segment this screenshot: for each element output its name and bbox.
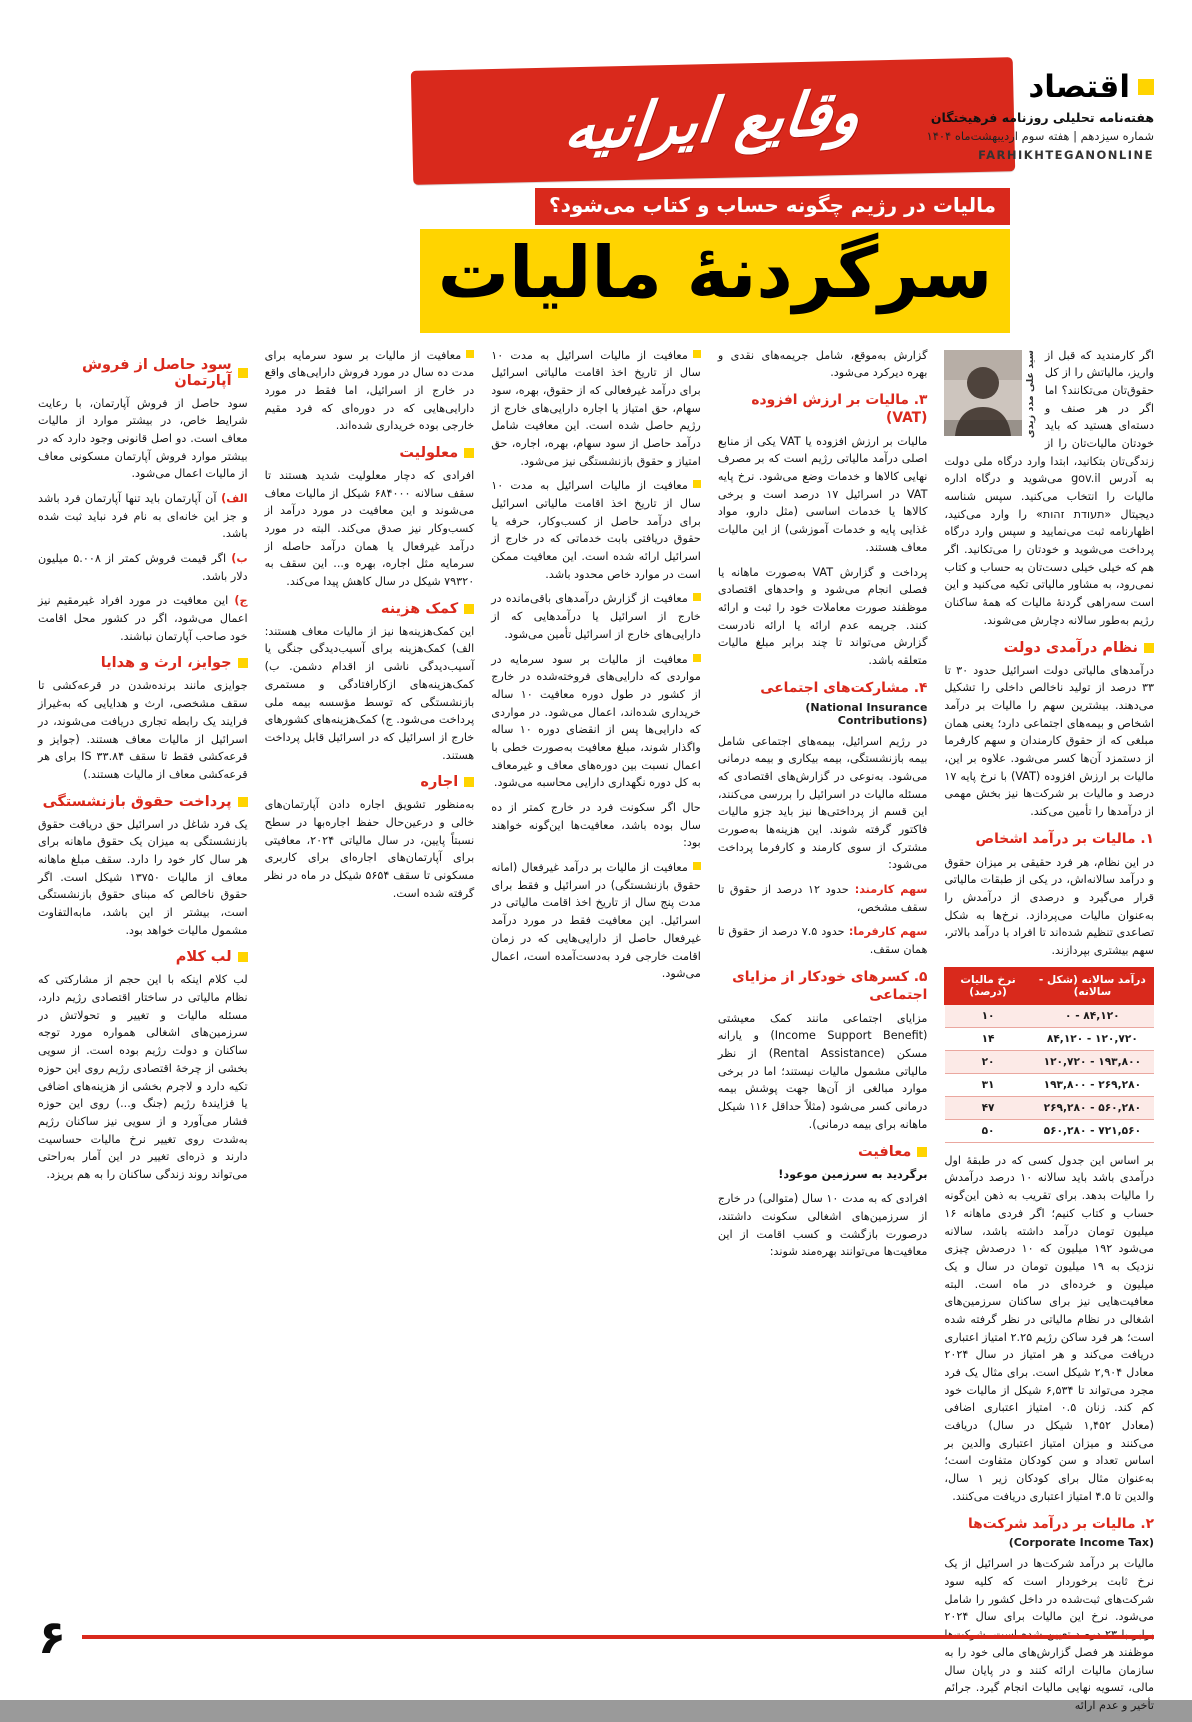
body-paragraph: درآمدهای مالیاتی دولت اسرائیل حدود ۳۰ تا ۳۳ درصد از تولید ناخالص داخلی را تشکیل می‌دهند. بیشترین سهم را مالیات بر درآمد اشخاص و بیمه‌های اجتماعی دارد؛ یعنی همان مبلغی که از حقوق کارمندان و سهم کارفرما از دستمزد آن‌ها کسر می‌شود. علاوه بر این، مالیات بر ارزش افزوده (VAT) با نرخ پایه ۱۷ درصد و مالیات بر شرکت‌ها نیز بخش مهمی از درآمدها را تأمین می‌کند. xyxy=(944,663,1154,819)
tax-rate-cell: ۵۰ xyxy=(945,1119,1031,1142)
section-title: اقتصاد xyxy=(1028,69,1130,105)
body-paragraph: مالیات بر ارزش افزوده یا VAT یکی از منابع اصلی درآمد مالیاتی رژیم است که بر مصرف نهایی کالاها و خدمات وضع می‌شود. نرخ پایه VAT در اسرائیل ۱۷ درصد است و برخی کالاها یا خدمات اساسی (مثل دارو، مواد غذایی پایه و خدمات آموزشی) از این مالیات معاف هستند. xyxy=(717,434,928,554)
section-badge-square-icon xyxy=(1138,79,1154,95)
section-heading-label: پرداخت حقوق بازنشستگی xyxy=(42,793,232,810)
author-photo-block xyxy=(944,350,1036,438)
tax-table-row xyxy=(945,1096,1154,1119)
emphasis-paragraph: برگردید به سرزمین موعود! xyxy=(778,1167,928,1181)
article-column xyxy=(491,347,701,1722)
tax-table-row xyxy=(945,1004,1154,1027)
income-range-cell: ۱۹۳,۸۰۰ - ۱۲۰,۷۲۰ xyxy=(1031,1050,1153,1073)
tax-rate-cell: ۱۴ xyxy=(945,1027,1031,1050)
bullet-square-icon xyxy=(693,480,701,488)
article-column xyxy=(944,347,1154,1722)
numbered-section-heading: ۵. کسرهای خودکار از مزایای اجتماعی xyxy=(732,968,928,1003)
section-heading-label: معافیت xyxy=(858,1143,912,1160)
item-label: سهم کارمند: xyxy=(848,883,928,897)
heading-square-icon xyxy=(238,368,248,378)
income-range-cell: ۲۶۹,۲۸۰ - ۱۹۳,۸۰۰ xyxy=(1031,1073,1153,1096)
heading-square-icon xyxy=(238,952,248,962)
section-heading xyxy=(38,357,248,389)
numbered-section-heading: ۳. مالیات بر ارزش افزوده (VAT) xyxy=(751,391,928,426)
website-name: FARHIKHTEGANONLINE xyxy=(978,148,1154,163)
section-heading-latin: (National Insurance Contributions) xyxy=(805,700,928,727)
body-paragraph: افرادی که به مدت ۱۰ سال (متوالی) در خارج از سرزمین‌های اشغالی سکونت داشتند، درصورت بازگشت و کسب اقامت از این معافیت‌ها می‌توانند بهره‌مند شوند: xyxy=(717,1192,928,1259)
income-range-cell: ۸۴,۱۲۰ - ۰ xyxy=(1031,1004,1153,1027)
body-paragraph: پرداخت و گزارش VAT به‌صورت ماهانه یا فصلی انجام می‌شود و واحدهای اقتصادی موظفند صورت معاملات خود را ثبت و ارائه کنند. جریمه عدم ارائه یا ارائه نادرست گزارش می‌تواند تا چند برابر مبلغ مالیات متعلقه باشد. xyxy=(717,565,928,667)
tax-table-row xyxy=(945,1073,1154,1096)
author-photo xyxy=(944,350,1022,436)
section-heading-latin: (Corporate Income Tax) xyxy=(1008,1536,1154,1550)
body-paragraph: در رژیم اسرائیل، بیمه‌های اجتماعی شامل بیمه بازنشستگی، بیمه بیکاری و بیمه درمانی می‌شود. به‌نوعی در گزارش‌های اقتصادی که مسئله مالیات در اسرائیل را بررسی می‌کنند، این قسم از پرداختی‌ها نیز باید جزو مالیات فاکتور گرفته شوند. این هزینه‌ها به‌صورت مشترک از سوی کارمند و کارفرما پرداخت می‌شود: xyxy=(717,734,928,872)
income-range-cell: ۷۲۱,۵۶۰ - ۵۶۰,۲۸۰ xyxy=(1031,1119,1153,1142)
labeled-paragraph: ب) اگر قیمت فروش کمتر از ۵.۰۰۸ میلیون دلار باشد. xyxy=(38,552,248,583)
item-label: سهم کارفرما: xyxy=(844,925,928,939)
income-range-cell: ۵۶۰,۲۸۰ - ۲۶۹,۲۸۰ xyxy=(1031,1096,1153,1119)
bullet-square-icon xyxy=(693,350,701,358)
labeled-paragraph: ج) این معافیت در مورد افراد غیرمقیم نیز اعمال می‌شود، اگر در کشور محل اقامت خود صاحب آپارتمان نباشند. xyxy=(38,594,248,643)
issue-line: شماره سیزدهم | هفته سوم اردیبهشت‌ماه ۱۴۰۴ xyxy=(926,129,1154,144)
heading-square-icon xyxy=(238,658,248,668)
section-heading-label: لب کلام xyxy=(175,949,232,966)
bullet-item: معافیت از مالیات بر سود سرمایه برای مدت ده سال در مورد فروش دارایی‌های واقع در خارج از اسرائیل، اما فقط در مورد دارایی‌هایی که در دوره‌ای که فرد مقیم خارجی بوده خریداری شده‌اند. xyxy=(264,348,475,433)
section-heading xyxy=(265,774,475,790)
tax-table-row xyxy=(945,1119,1154,1142)
numbered-section-heading: ۱. مالیات بر درآمد اشخاص xyxy=(975,830,1154,847)
heading-square-icon xyxy=(238,797,248,807)
section-heading-label: معلولیت xyxy=(399,444,459,461)
body-paragraph: یک فرد شاغل در اسرائیل حق دریافت حقوق بازنشستگی به میزان یک حقوق ماهانه برای هر سال کار خود را دارد. سقف مبلغ ماهانه معاف از مالیات ۱۳۷۵۰ شیکل است. اگر حقوق ناخالص که مبنای حقوق بازنشستگی است، بیشتر از این باشد، مابه‌التفاوت مشمول مالیات خواهد بود. xyxy=(38,817,248,937)
body-paragraph: جوایزی مانند برنده‌شدن در قرعه‌کشی تا سقف مشخصی، ارث و هدایایی که به‌غیراز فرایند یک رابطه تجاری دریافت می‌شوند، در اسرائیل از مالیات معاف هستند. (جوایز و قرعه‌کشی فقط تا سقف ۳۳.۸۴ IS برای هر قرعه‌کشی معاف از مالیات هستند.) xyxy=(38,679,248,781)
tax-rate-cell: ۴۷ xyxy=(945,1096,1031,1119)
section-header xyxy=(824,70,1154,162)
section-heading xyxy=(38,794,248,810)
heading-square-icon xyxy=(464,604,474,614)
section-heading xyxy=(265,601,475,617)
body-paragraph: افرادی که دچار معلولیت شدید هستند تا سقف سالانه ۶۸۴۰۰۰ شیکل از مالیات معاف می‌شوند و این معافیت در مورد درآمد از کسب‌وکار نیز صدق می‌کند. البته در مورد درآمد غیرفعال یا همان درآمد حاصله از سرمایه مثل اجاره، بهره و... این سقف به ۷۹۳۲۰ شیکل در سال کاهش پیدا می‌کند. xyxy=(264,468,475,589)
page-number: ۶ xyxy=(38,1610,67,1664)
section-heading xyxy=(265,445,475,461)
page-footer xyxy=(38,1610,1154,1664)
labeled-paragraph: سهم کارمند: حدود ۱۲ درصد از حقوق تا سقف مشخص، xyxy=(717,883,928,914)
bullet-square-icon xyxy=(693,862,701,870)
bullet-square-icon xyxy=(466,350,474,358)
body-paragraph: این کمک‌هزینه‌ها نیز از مالیات معاف هستند: الف) کمک‌هزینه برای آسیب‌دیدگی جنگی یا آسیب‌دیدگی ناشی از اقدام دشمن. ب) کمک‌هزینه‌های ازکارافتادگی و مستمری بازنشستگی که توسط مؤسسه بیمه ملی پرداخت می‌شود. ج) کمک‌هزینه‌های کشورهای خارج از اسرائیل که در اسرائیل قابل پرداخت هستند. xyxy=(264,624,475,762)
bullet-item: معافیت از مالیات بر سود سرمایه در مواردی که دارایی‌های فروخته‌شده در خارج از کشور در طول دوره معافیت ۱۰ ساله خریداری شده‌اند، اعمال می‌شود. در مواردی که دارایی‌ها پس از انقضای دوره ۱۰ ساله واگذار شوند، مبلغ معافیت به‌صورت خطی با اعمال نسبت بین دوره‌های معاف و غیرمعاف به کل دوره نگهداری دارایی محاسبه می‌شود. xyxy=(491,652,701,790)
item-label: ج) xyxy=(228,594,248,608)
section-heading-label: اجاره xyxy=(420,774,459,791)
body-paragraph: مالیات بر درآمد شرکت‌ها در اسرائیل از یک نرخ ثابت برخوردار است که کلیه سود شرکت‌های ثبت‌شده در داخل کشور را شامل می‌شود. نرخ این مالیات برای سال ۲۰۲۴ موظفند هر فصل گزارش‌های مالی خود را به سازمان مالیات ارائه کنند و در پایان سال مالی، تسویه نهایی مالیات انجام گیرد. جرائم تأخیر و عدم ارائه xyxy=(944,1557,1154,1712)
body-paragraph: لب کلام اینکه با این حجم از مشارکتی که نظام مالیاتی در ساختار اقتصادی رژیم دارد، مسئله مالیات و تغییر و تحولاتش در سرزمین‌های اشغالی همواره مورد توجه ساکنان و دولت رژیم بوده است. از سویی بخشی از چرخهٔ اقتصادی رژیم روی این حوزه تکیه دارد و لاجرم بخشی از هزینه‌های اضافی یا فزایندهٔ رژیم (جنگ و...) روی این حوزه فشار می‌آورد و از سویی نیز ساکنان رژیم به‌شدت روی تغییر نرخ مالیات حساسیت دارند و ذره‌ای تغییر در این آمار به‌راحتی می‌تواند روند زندگی ساکنان را به هم بریزد. xyxy=(38,973,248,1181)
tax-table-header-row xyxy=(945,967,1154,1004)
article-column xyxy=(38,347,248,1722)
item-label: ب) xyxy=(226,552,248,566)
article-column xyxy=(718,347,928,1722)
section-heading-label: کمک هزینه xyxy=(380,600,459,617)
body-paragraph: در این نظام، هر فرد حقیقی بر میزان حقوق و درآمد سالانه‌اش، در یکی از طبقات مالیاتی قرار می‌گیرد و درصدی از درآمدش را به‌عنوان مالیات می‌پردازد. نرخ‌ها به شکل تصاعدی تنظیم شده‌اند تا افراد با درآمد بالاتر، سهم بیشتری بپردازند. xyxy=(944,855,1154,958)
section-heading-label: جوایز، ارث و هدایا xyxy=(100,655,232,672)
income-range-cell: ۱۲۰,۷۲۰ - ۸۴,۱۲۰ xyxy=(1031,1027,1153,1050)
tax-table-row xyxy=(945,1050,1154,1073)
bullet-item: معافیت از مالیات اسرائیل به مدت ۱۰ سال از تاریخ اخذ اقامت مالیاتی اسرائیل برای درآمد حاصل از کسب‌وکار، حرفه یا حقوق دریافتی بابت خدماتی که در خارج از اسرائیل ارائه شده است. این معافیت ممکن است در موارد خاص محدود باشد. xyxy=(491,479,701,581)
brand-script-logo: وقایع ایرانیه xyxy=(561,77,865,165)
body-paragraph: سود حاصل از فروش آپارتمان، با رعایت شرایط خاص، در بیشتر موارد از مالیات معاف است. دو اصل قانونی وجود دارد که در بیشتر موارد فروش آپارتمان مسکونی معاف از مالیات اعمال می‌شود. xyxy=(38,396,248,481)
body-paragraph: گزارش به‌موقع، شامل جریمه‌های نقدی و بهره دیرکرد می‌شود. xyxy=(717,348,928,380)
lead-paragraph: سید علی مدد زیدی اگر کارمندید که قبل از واریز، مالیاتش را از کل حقوق‌تان می‌تکانند؟ اما اگر در هر صنف و دسته‌ای هستید که باید خودتان مالیات‌تان را از زندگی‌تان بتکانید، ابتدا وارد درگاه ملی دولت به آدرس gov.il می‌شوید و درگاه اداره مالیات را انتخاب می‌کنید. سپس شناسه دیجیتال «תעודת זהות» را وارد می‌کنید، اظهارنامه ثبت می‌نمایید و سپس وارد درگاه پرداخت می‌شوید و خودتان را می‌تکانید. اگر هم که خیلی خیلی دست‌تان به حساب و کتاب نمی‌رود، به مشاور مالیاتی تکیه می‌کنید و این است سه‌راهی گردنهٔ مالیات که همهٔ ساکنان رژیم به‌طور سالانه دچارش می‌شوند. xyxy=(944,348,1155,627)
section-heading-label: نظام درآمدی دولت xyxy=(1003,639,1138,656)
section-tagline: هفته‌نامه تحلیلی روزنامه فرهیختگان xyxy=(930,110,1154,126)
bullet-item: معافیت از گزارش درآمدهای باقی‌مانده در خارج از اسرائیل یا درآمدهایی که از دارایی‌های خارج از اسرائیل تأمین می‌شود. xyxy=(491,592,701,641)
section-heading-label: سود حاصل از فروش آپارتمان xyxy=(81,356,232,389)
heading-square-icon xyxy=(464,777,474,787)
bullet-square-icon xyxy=(693,654,701,662)
bullet-square-icon xyxy=(693,593,701,601)
bullet-item: معافیت از مالیات اسرائیل به مدت ۱۰ سال از تاریخ اخذ اقامت مالیاتی اسرائیل برای درآمد غیرفعالی که از حقوق، بهره، سود سهام، حق امتیاز یا اجاره دارایی‌های خارج از رژیم حاصل شده است. این معافیت شامل درآمد حاصل از سود سهام، بهره، اجاره، حق امتیاز و حقوق بازنشستگی نیز می‌شود. xyxy=(491,348,701,468)
article-column xyxy=(265,347,475,1722)
author-name: سید علی مدد زیدی xyxy=(1025,349,1037,438)
section-heading xyxy=(38,655,248,671)
heading-square-icon xyxy=(1144,643,1154,653)
section-heading xyxy=(718,1144,928,1160)
income-range-header: درآمد سالانه (شکل - سالانه) xyxy=(1031,967,1153,1004)
tax-rate-cell: ۱۰ xyxy=(945,1004,1031,1027)
headline-title: سرگردنهٔ مالیات xyxy=(420,229,1010,333)
body-paragraph: بر اساس این جدول کسی که در طبقهٔ اول درآمدی باشد باید سالانه ۱۰ درصد درآمدش را مالیات بدهد. برای تقریب به ذهن این‌گونه حساب و کتاب کنیم؛ اگر فردی ماهانه ۱۶ میلیون تومان درآمد داشته باشد، سالانه می‌شود ۱۹۲ میلیون که ۱۰ درصدش چیزی نزدیک به ۱۹ میلیون تومان در سال و یک میلیون و خرده‌ای در ماه است. البته معافیت‌هایی نیز برای ساکنان سرزمین‌های اشغالی در نظام مالیاتی در نظر گرفته شده است؛ هر فرد ساکن رژیم ۲.۲۵ امتیاز اعتباری دریافت می‌کند و هر امتیاز در سال ۲۰۲۴ معادل ۲,۹۰۴ شیکل است. برای مثال یک فرد مجرد می‌تواند تا ۶,۵۳۴ شیکل از مالیات خود کم کند. زنان ۰.۵ امتیاز اعتباری اضافی (معادل ۱,۴۵۲ شیکل در سال) دریافت می‌کنند و میزان امتیاز اعتباری والدین بر اساس تعداد و سن کودکان متفاوت است؛ به‌عنوان مثال برای کودکان زیر ۱ سال، والدین تا ۴.۵ امتیاز اعتباری دریافت می‌کنند. xyxy=(944,1153,1155,1503)
numbered-section-heading: ۴. مشارکت‌های اجتماعی xyxy=(760,679,928,696)
headline-block xyxy=(420,188,1010,333)
body-paragraph: حال اگر سکونت فرد در خارج کمتر از ده سال بوده باشد، معافیت‌ها این‌گونه خواهند بود: xyxy=(491,801,701,850)
tax-table-row xyxy=(945,1027,1154,1050)
section-heading xyxy=(38,949,248,965)
heading-square-icon xyxy=(464,448,474,458)
masthead xyxy=(0,0,1192,186)
body-paragraph: به‌منظور تشویق اجاره دادن آپارتمان‌های خالی و درعین‌حال حفظ اجاره‌بها در سطح نسبتاً پایین، در سال مالیاتی ۲۰۲۴، معافیتی برای آپارتمان‌های اجاره‌ای برای کاربری مسکونی تا سقف ۵۶۵۴ شیکل در ماه در نظر گرفته شده است. xyxy=(264,798,475,900)
section-heading xyxy=(944,640,1154,656)
item-label: الف) xyxy=(216,491,248,505)
tax-rate-cell: ۳۱ xyxy=(945,1073,1031,1096)
tax-brackets-table xyxy=(944,967,1154,1143)
labeled-paragraph: سهم کارفرما: حدود ۷.۵ درصد از حقوق تا همان سقف. xyxy=(717,925,928,957)
bullet-item: معافیت از مالیات بر درآمد غیرفعال (امانه حقوق بازنشستگی) در اسرائیل و فقط برای مدت پنج سال از تاریخ اخذ اقامت مالیاتی در اسرائیل. این معافیت فقط در مورد درآمد غیرفعال حاصل از دارایی‌هایی که در زمان اقامت خارجی فرد به‌دست‌آمده است، اعمال می‌شود. xyxy=(491,861,701,981)
labeled-paragraph: الف) آن آپارتمان باید تنها آپارتمان فرد باشد و جز این خانه‌ای به نام فرد نباید ثبت شده باشد. xyxy=(38,491,248,541)
tax-rate-cell: ۲۰ xyxy=(945,1050,1031,1073)
heading-square-icon xyxy=(917,1147,927,1157)
footer-rule xyxy=(82,1635,1154,1639)
article-columns xyxy=(0,347,1192,1712)
headline-kicker: مالیات در رژیم چگونه حساب و کتاب می‌شود؟ xyxy=(535,188,1010,225)
body-paragraph: مزایای اجتماعی مانند کمک معیشتی (Income Support Benefit) و یارانه مسکن (Rental Assistance) از نظر مالیاتی مشمول مالیات نیستند؛ اما در برخی موارد مبالغی از آن‌ها جهت پوشش بیمه درمانی کسر می‌شود (مثلاً حداقل ۱۱۶ شیکل ماهانه برای بیمه درمانی). xyxy=(717,1011,928,1131)
numbered-section-heading: ۲. مالیات بر درآمد شرکت‌ها xyxy=(967,1515,1154,1532)
tax-rate-header: نرخ مالیات (درصد) xyxy=(945,967,1031,1004)
